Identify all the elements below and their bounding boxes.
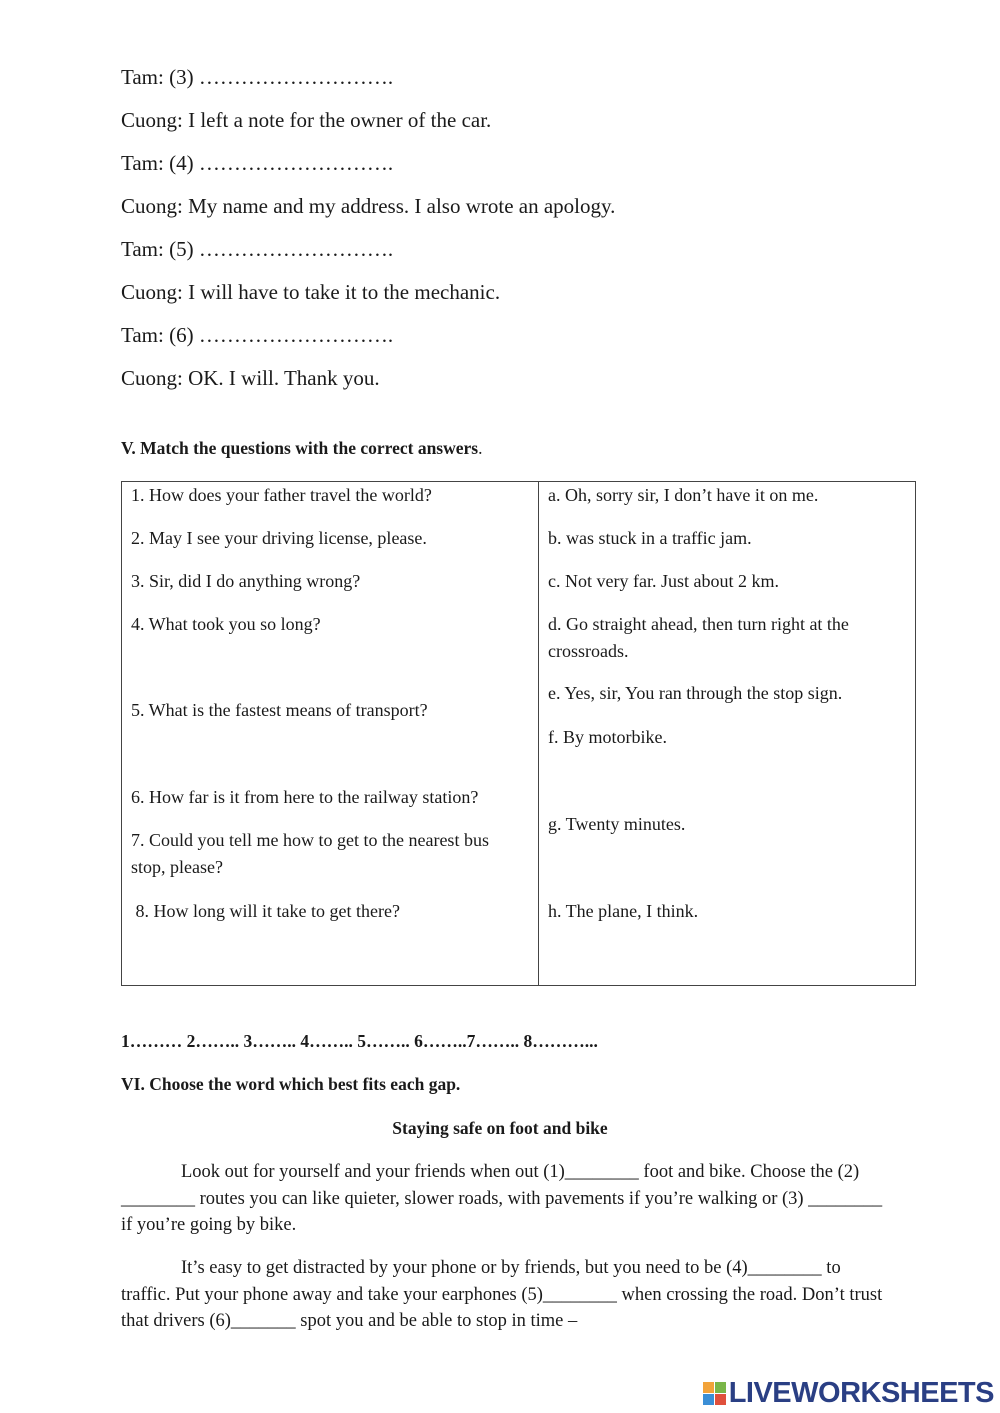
passage-paragraph-2 xyxy=(121,1255,891,1335)
paragraph-1-text: Look out for yourself and your friends when out (1)________ foot and bike. Choose the (2) ________ routes you can like quieter, slower roads, with pavements if you’re walking or (3) ________ if you’re going by bike. xyxy=(121,1162,883,1235)
question-item: 8. How long will it take to get there? xyxy=(131,901,400,921)
logo-badge-square xyxy=(715,1394,726,1405)
passage-title: Staying safe on foot and bike xyxy=(392,1118,608,1138)
answer-item: h. The plane, I think. xyxy=(548,901,699,921)
question-item: 3. Sir, did I do anything wrong? xyxy=(131,571,361,591)
answer-item: d. Go straight ahead, then turn right at the crossroads. xyxy=(548,614,849,661)
passage-paragraph-1 xyxy=(121,1159,891,1239)
dialogue-line: Tam: (6) ………………………. xyxy=(121,323,394,347)
answer-item: a. Oh, sorry sir, I don’t have it on me. xyxy=(548,485,819,505)
answer-blanks-line: 1……… 2…….. 3…….. 4…….. 5…….. 6……..7…….. 8………... xyxy=(121,1031,598,1051)
section-vi-heading: VI. Choose the word which best fits each gap. xyxy=(121,1074,461,1094)
questions-column xyxy=(122,482,539,986)
dialogue-line: Tam: (4) ………………………. xyxy=(121,151,394,175)
paragraph-2-text: It’s easy to get distracted by your phone or by friends, but you need to be (4)________ to traffic. Put your phone away and take your earphones (5)________ when crossing the road. Don’t trust that drivers (6)_______ spot you and be able to stop in time – xyxy=(121,1258,883,1331)
logo-badge-square xyxy=(703,1382,714,1393)
dialogue-line: Cuong: I left a note for the owner of the car. xyxy=(121,108,492,132)
question-item: 4. What took you so long? xyxy=(131,614,321,634)
question-item: 2. May I see your driving license, please. xyxy=(131,528,427,548)
answer-item: f. By motorbike. xyxy=(548,727,667,747)
dialogue-line: Tam: (3) ………………………. xyxy=(121,65,394,89)
question-item: 5. What is the fastest means of transport? xyxy=(131,700,428,720)
liveworksheets-logo xyxy=(703,1377,994,1409)
logo-text: LIVEWORKSHEETS xyxy=(728,1376,994,1409)
logo-badge-square xyxy=(703,1394,714,1405)
dialogue-line: Cuong: OK. I will. Thank you. xyxy=(121,366,380,390)
answer-item: c. Not very far. Just about 2 km. xyxy=(548,571,779,591)
section-v-heading xyxy=(121,438,482,459)
dialogue-line: Cuong: I will have to take it to the mechanic. xyxy=(121,280,501,304)
logo-badge-icon xyxy=(703,1382,726,1405)
logo-badge-square xyxy=(715,1382,726,1393)
answer-item: e. Yes, sir, You ran through the stop sign. xyxy=(548,683,843,703)
question-item: 1. How does your father travel the world? xyxy=(131,485,432,505)
matching-table xyxy=(121,481,916,986)
dialogue-line: Tam: (5) ………………………. xyxy=(121,237,394,261)
question-item: 6. How far is it from here to the railway station? xyxy=(131,787,479,807)
answer-item: b. was stuck in a traffic jam. xyxy=(548,528,752,548)
answers-column xyxy=(539,482,916,986)
answer-item: g. Twenty minutes. xyxy=(548,814,686,834)
dialogue-line: Cuong: My name and my address. I also wrote an apology. xyxy=(121,194,616,218)
section-v-heading-punct: . xyxy=(478,438,483,458)
question-item: 7. Could you tell me how to get to the nearest bus stop, please? xyxy=(131,830,489,877)
section-v-heading-text: V. Match the questions with the correct answers xyxy=(121,438,479,458)
